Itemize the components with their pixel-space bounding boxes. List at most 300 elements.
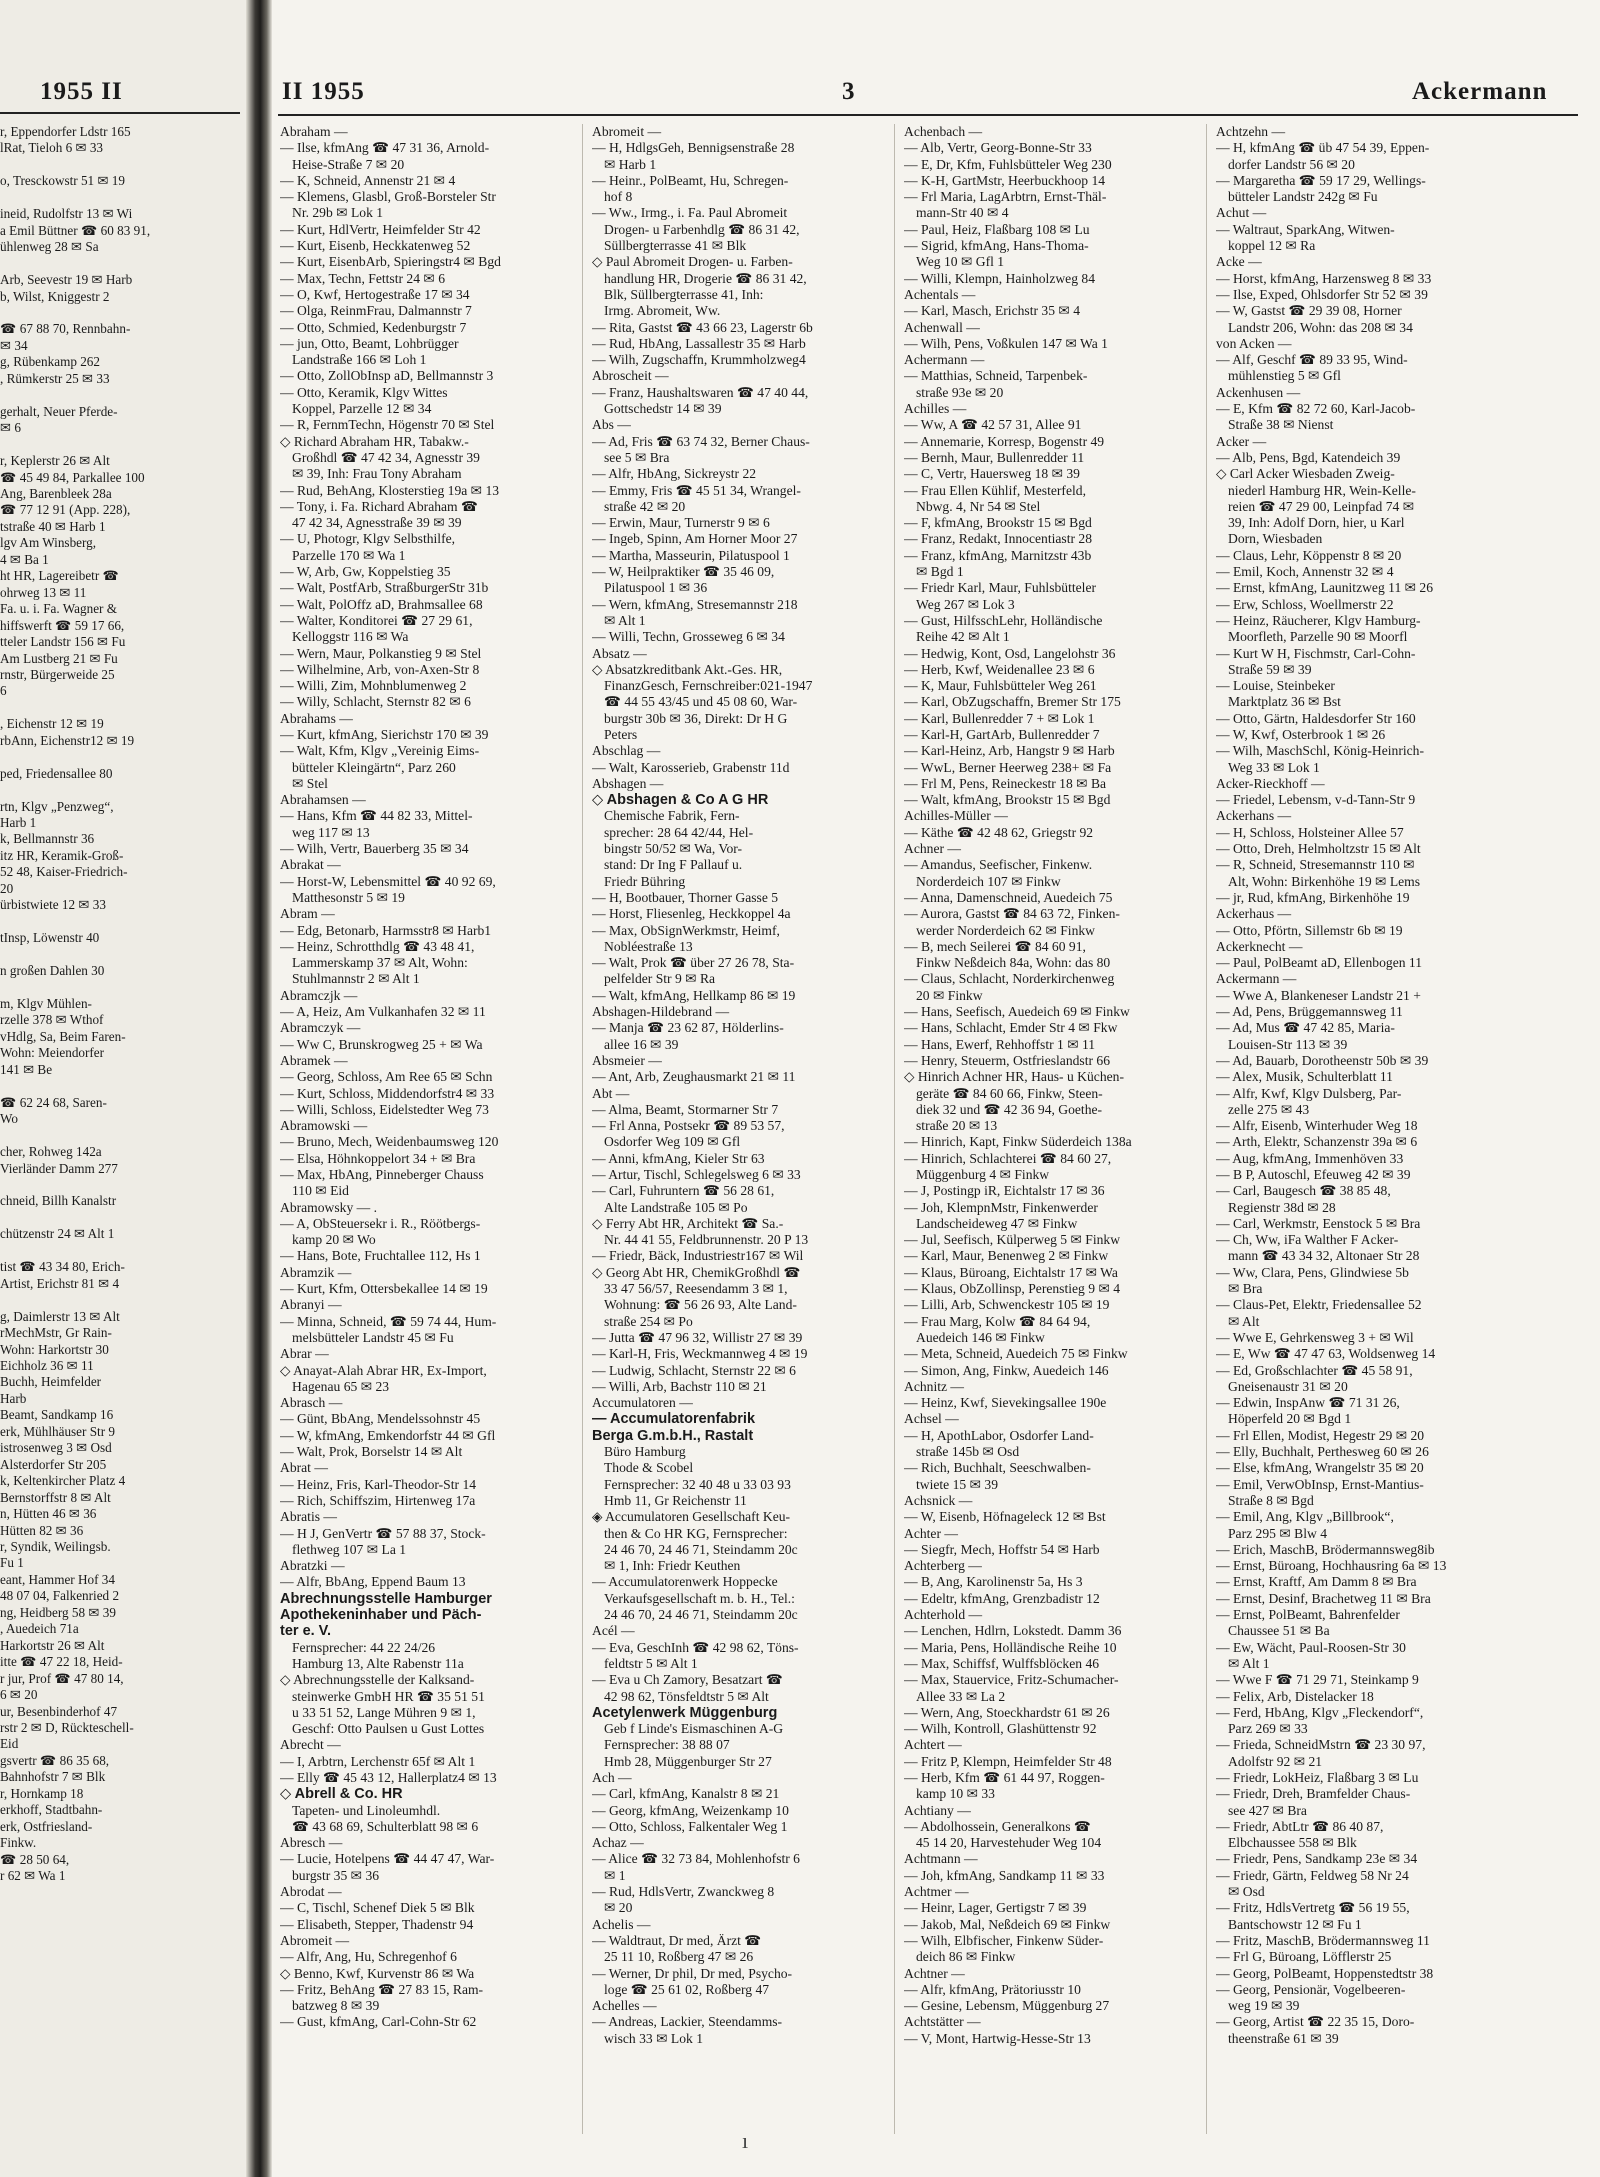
directory-entry-line: — Otto, Dreh, Helmholtzstr 15 ✉ Alt xyxy=(1216,841,1421,857)
left-page-line: ☎ 62 24 68, Saren- xyxy=(0,1094,107,1110)
directory-entry-line: — Emmy, Fris ☎ 45 51 34, Wrangel- xyxy=(592,482,801,498)
left-page-line: 141 ✉ Be xyxy=(0,1061,53,1077)
directory-entry-line: kamp 20 ✉ Wo xyxy=(292,1232,376,1248)
directory-entry-line: Höperfeld 20 ✉ Bgd 1 xyxy=(1228,1411,1352,1427)
directory-entry-line: — Wwe E, Gehrkensweg 3 + ✉ Wil xyxy=(1216,1329,1414,1345)
directory-entry-line: ✉ 39, Inh: Frau Tony Abraham xyxy=(292,466,462,482)
left-page-line: ineid, Rudolfstr 13 ✉ Wi xyxy=(0,206,133,222)
directory-entry-line: — K, Maur, Fuhlsbütteler Weg 261 xyxy=(904,678,1097,694)
directory-entry-line: — Wilh, Elbfischer, Finkenw Süder- xyxy=(904,1932,1104,1948)
left-page-line: vHdlg, Sa, Beim Faren- xyxy=(0,1028,126,1044)
directory-entry-line: — Claus, Lehr, Köppenstr 8 ✉ 20 xyxy=(1216,547,1402,563)
directory-entry-line: — Alf, Geschf ☎ 89 33 95, Wind- xyxy=(1216,352,1408,368)
directory-entry-line: Acke — xyxy=(1216,254,1262,270)
left-page-line: ürbistwiete 12 ✉ 33 xyxy=(0,897,106,913)
directory-entry-line: Achsel — xyxy=(904,1411,959,1427)
left-page-line: Bahnhofstr 7 ✉ Blk xyxy=(0,1769,106,1785)
directory-entry-line: weg 117 ✉ 13 xyxy=(292,824,370,840)
left-page-line: g, Daimlerstr 13 ✉ Alt xyxy=(0,1308,120,1324)
left-page-line: itz HR, Keramik-Groß- xyxy=(0,847,124,863)
directory-entry-line: Gottschedstr 14 ✉ 39 xyxy=(604,401,722,417)
directory-entry-line: Geschf: Otto Paulsen u Gust Lottes xyxy=(292,1721,485,1737)
directory-entry-line: Achter — xyxy=(904,1525,958,1541)
left-page-line: n, Hütten 46 ✉ 36 xyxy=(0,1506,97,1522)
left-page-line: Hütten 82 ✉ 36 xyxy=(0,1522,84,1538)
directory-entry-line: Achenbach — xyxy=(904,124,983,139)
directory-entry-line: ◇ Abrell & Co. HR xyxy=(280,1786,403,1803)
directory-entry-line: — Otto, Gärtn, Haldesdorfer Str 160 xyxy=(1216,710,1416,726)
directory-entry-line: — Hinrich, Kapt, Finkw Süderdeich 138a xyxy=(904,1134,1132,1150)
left-page-line: Arb, Seevestr 19 ✉ Harb xyxy=(0,272,133,288)
directory-entry-line: — Otto, Schmied, Kedenburgstr 7 xyxy=(280,319,467,335)
directory-entry-line: — Friedr, Pens, Sandkamp 23e ✉ 34 xyxy=(1216,1851,1418,1867)
left-page-line: Artist, Erichstr 81 ✉ 4 xyxy=(0,1275,120,1291)
directory-entry-line: — Ernst, PolBeamt, Bahrenfelder xyxy=(1216,1607,1400,1623)
directory-entry-line: Landscheideweg 47 ✉ Finkw xyxy=(916,1215,1078,1231)
directory-entry-line: — Friedr, Gärtn, Feldweg 58 Nr 24 xyxy=(1216,1867,1409,1883)
directory-entry-line: ✉ 1 xyxy=(604,1867,626,1883)
directory-entry-line: — Max, ObSignWerkmstr, Heimf, xyxy=(592,922,780,938)
left-page-line: Beamt, Sandkamp 16 xyxy=(0,1407,114,1423)
directory-entry-line: — Alma, Beamt, Stormarner Str 7 xyxy=(592,1101,779,1117)
directory-entry-line: burgstr 30b ✉ 36, Direkt: Dr H G xyxy=(604,710,788,726)
left-page-line: rtn, Klgv „Penzweg“, xyxy=(0,798,114,814)
directory-column-3 xyxy=(904,124,1196,2144)
directory-entry-line: — Walt, Karosserieb, Grabenstr 11d xyxy=(592,759,790,775)
directory-entry-line: Abratzki — xyxy=(280,1558,345,1574)
directory-entry-line: Achenwall — xyxy=(904,319,980,335)
directory-entry-line: — E, Ww ☎ 47 47 63, Woldsenweg 14 xyxy=(1216,1346,1436,1362)
directory-entry-line: — W, Kwf, Osterbrook 1 ✉ 26 xyxy=(1216,726,1386,742)
directory-entry-line: straße 42 ✉ 20 xyxy=(604,498,686,514)
directory-entry-line: Marktplatz 36 ✉ Bst xyxy=(1228,694,1341,710)
directory-entry-line: 20 ✉ Finkw xyxy=(916,987,983,1003)
directory-entry-line: Fernsprecher: 44 22 24/26 xyxy=(292,1639,436,1655)
directory-entry-line: — Manja ☎ 23 62 87, Hölderlins- xyxy=(592,1020,784,1036)
left-page-line: tteler Landstr 156 ✉ Fu xyxy=(0,634,126,650)
directory-entry-line: — Claus-Pet, Elektr, Friedensallee 52 xyxy=(1216,1297,1422,1313)
directory-entry-line: — H, HdlgsGeh, Bennigsenstraße 28 xyxy=(592,140,795,156)
directory-entry-line: feldtstr 5 ✉ Alt 1 xyxy=(604,1655,698,1671)
left-page-line: Vierländer Damm 277 xyxy=(0,1160,118,1176)
left-page-line: Harb 1 xyxy=(0,815,37,831)
directory-entry-line: — Franz, Haushaltswaren ☎ 47 40 44, xyxy=(592,384,809,400)
directory-entry-line: — Otto, Keramik, Klgv Wittes xyxy=(280,384,448,400)
directory-entry-line: Weg 10 ✉ Gfl 1 xyxy=(916,254,1005,270)
directory-entry-line: — Karl-H, GartArb, Bullenredder 7 xyxy=(904,726,1100,742)
page-mark: ı xyxy=(742,2128,749,2153)
directory-entry-line: Nr. 44 41 55, Feldbrunnenstr. 20 P 13 xyxy=(604,1232,809,1248)
directory-entry-line: — Ingeb, Spinn, Am Horner Moor 27 xyxy=(592,531,798,547)
directory-entry-line: hof 8 xyxy=(604,189,633,205)
left-page-line: Eichholz 36 ✉ 11 xyxy=(0,1357,94,1373)
directory-entry-line: u 33 51 52, Lange Mühren 9 ✉ 1, xyxy=(292,1704,476,1720)
directory-entry-line: mühlenstieg 5 ✉ Gfl xyxy=(1228,368,1341,384)
directory-entry-line: — Wilhelmine, Arb, von-Axen-Str 8 xyxy=(280,661,480,677)
directory-entry-line: — Joh, KlempnMstr, Finkenwerder xyxy=(904,1199,1098,1215)
directory-entry-line: Louisen-Str 113 ✉ 39 xyxy=(1228,1036,1348,1052)
directory-entry-line: — Else, kfmAng, Wrangelstr 35 ✉ 20 xyxy=(1216,1460,1424,1476)
directory-entry-line: — Karl-Heinz, Arb, Hangstr 9 ✉ Harb xyxy=(904,743,1115,759)
directory-entry-line: — Wern, Ang, Stoeckhardstr 61 ✉ 26 xyxy=(904,1704,1110,1720)
left-page-line xyxy=(0,980,240,996)
left-page-line: cher, Rohweg 142a xyxy=(0,1144,102,1160)
left-page-line: rstr 2 ✉ D, Rückteschell- xyxy=(0,1719,134,1735)
directory-entry-line: Verkaufsgesellschaft m. b. H., Tel.: xyxy=(604,1590,795,1606)
left-page-line xyxy=(0,157,240,173)
left-page-line xyxy=(0,1128,240,1144)
left-page-line: lRat, Tieloh 6 ✉ 33 xyxy=(0,140,104,156)
directory-entry-line: — Ilse, Exped, Ohlsdorfer Str 52 ✉ 39 xyxy=(1216,286,1428,302)
directory-entry-line: Achtzehn — xyxy=(1216,124,1286,139)
directory-entry-line: — C, Tischl, Schenef Diek 5 ✉ Blk xyxy=(280,1900,475,1916)
left-page-line: r, Syndik, Weilingsb. xyxy=(0,1538,111,1554)
directory-entry-line: — Anni, kfmAng, Kieler Str 63 xyxy=(592,1150,765,1166)
directory-entry-line: — Edwin, InspAnw ☎ 71 31 26, xyxy=(1216,1395,1400,1411)
directory-entry-line: — Friedel, Lebensm, v-d-Tann-Str 9 xyxy=(1216,792,1416,808)
directory-entry-line: — Andreas, Lackier, Steendamms- xyxy=(592,2014,783,2030)
directory-entry-line: ✉ Harb 1 xyxy=(604,156,657,172)
directory-entry-line: — Elly, Buchhalt, Perthesweg 60 ✉ 26 xyxy=(1216,1444,1429,1460)
directory-entry-line: — E, Kfm ☎ 82 72 60, Karl-Jacob- xyxy=(1216,401,1416,417)
directory-entry-line: — Accumulatorenwerk Hoppecke xyxy=(592,1574,778,1590)
left-page xyxy=(0,0,246,2177)
directory-entry-line: — W, kfmAng, Emkendorfstr 44 ✉ Gfl xyxy=(280,1427,496,1443)
left-page-header: 1955 II xyxy=(40,78,123,105)
directory-entry-line: — Georg, Pensionär, Vogelbeeren- xyxy=(1216,1981,1406,1997)
directory-entry-line: 45 14 20, Harvestehuder Weg 104 xyxy=(916,1835,1102,1851)
directory-entry-line: wisch 33 ✉ Lok 1 xyxy=(604,2030,703,2046)
directory-entry-line: Koppel, Parzelle 12 ✉ 34 xyxy=(292,401,432,417)
directory-entry-line: — J, Postingp iR, Eichtalstr 17 ✉ 36 xyxy=(904,1183,1105,1199)
left-page-line xyxy=(0,437,240,453)
directory-entry-line: von Acken — xyxy=(1216,335,1292,351)
directory-entry-line: Achtiany — xyxy=(904,1802,971,1818)
directory-entry-line: 42 98 62, Tönsfeldtstr 5 ✉ Alt xyxy=(604,1688,769,1704)
directory-entry-line: — Lenchen, Hdlrn, Lokstedt. Damm 36 xyxy=(904,1623,1122,1639)
left-page-line: r, Hornkamp 18 xyxy=(0,1785,84,1801)
directory-entry-line: see 427 ✉ Bra xyxy=(1228,1802,1307,1818)
directory-entry-line: — Wwe F ☎ 71 29 71, Steinkamp 9 xyxy=(1216,1672,1419,1688)
left-page-line xyxy=(0,947,240,963)
directory-entry-line: — Jakob, Mal, Neßdeich 69 ✉ Finkw xyxy=(904,1916,1111,1932)
directory-entry-line: Abrodat — xyxy=(280,1884,342,1900)
directory-column-2 xyxy=(592,124,884,2144)
directory-entry-line: — Karl, ObZugschaffn, Bremer Str 175 xyxy=(904,694,1121,710)
directory-entry-line: straße 93e ✉ 20 xyxy=(916,384,1004,400)
directory-entry-line: Ackerknecht — xyxy=(1216,938,1303,954)
directory-entry-line: Achelles — xyxy=(592,1998,657,2014)
directory-entry-line: — W, Arb, Gw, Koppelstieg 35 xyxy=(280,564,451,580)
left-page-line: , Auedeich 71a xyxy=(0,1621,79,1637)
directory-entry-line: — Herb, Kfm ☎ 61 44 97, Roggen- xyxy=(904,1769,1105,1785)
directory-entry-line: Abraham — xyxy=(280,124,348,139)
directory-entry-line: — Franz, kfmAng, Marnitzstr 43b xyxy=(904,547,1092,563)
directory-entry-line: — Elsa, Höhnkoppelort 34 + ✉ Bra xyxy=(280,1150,476,1166)
directory-entry-line: ✉ Bra xyxy=(1228,1281,1263,1297)
directory-entry-line: Abromeit — xyxy=(280,1932,350,1948)
left-page-line: Ang, Barenbleek 28a xyxy=(0,485,112,501)
directory-entry-line: — Erich, MaschB, Brödermannsweg8ib xyxy=(1216,1541,1435,1557)
left-page-line: Buchh, Heimfelder xyxy=(0,1374,102,1390)
directory-entry-line: Fernsprecher: 38 88 07 xyxy=(604,1737,730,1753)
directory-entry-line: reien ☎ 47 29 00, Leinpfad 74 ✉ xyxy=(1228,498,1415,514)
directory-entry-line: handlung HR, Drogerie ☎ 86 31 42, xyxy=(604,270,807,286)
directory-entry-line: — Fritz, HdlsVertretg ☎ 56 19 55, xyxy=(1216,1900,1410,1916)
directory-entry-line: Achentals — xyxy=(904,286,976,302)
directory-entry-line: niederl Hamburg HR, Wein-Kelle- xyxy=(1228,482,1416,498)
directory-entry-line: Nbwg. 4, Nr 54 ✉ Stel xyxy=(916,498,1041,514)
directory-entry-line: — Kurt, EisenbArb, Spieringstr4 ✉ Bgd xyxy=(280,254,501,270)
directory-entry-line: Straße 38 ✉ Nienst xyxy=(1228,417,1334,433)
left-page-line xyxy=(0,256,240,272)
left-page-line: ✉ 34 xyxy=(0,337,28,353)
directory-entry-line: steinwerke GmbH HR ☎ 35 51 51 xyxy=(292,1688,485,1704)
directory-entry-line: batzweg 8 ✉ 39 xyxy=(292,1998,380,2014)
directory-entry-line: ◇ Absatzkreditbank Akt.-Ges. HR, xyxy=(592,661,783,677)
directory-entry-line: — Ilse, kfmAng ☎ 47 31 36, Arnold- xyxy=(280,140,490,156)
directory-column-1 xyxy=(280,124,572,2144)
directory-entry-line: ✉ 1, Inh: Friedr Keuthen xyxy=(604,1558,741,1574)
directory-entry-line: — Fritz, MaschB, Brödermannsweg 11 xyxy=(1216,1932,1430,1948)
directory-entry-line: — Alfr, BbAng, Eppend Baum 13 xyxy=(280,1574,466,1590)
left-page-line: hiffswerft ☎ 59 17 66, xyxy=(0,617,125,633)
directory-entry-line: — Sigrid, kfmAng, Hans-Thoma- xyxy=(904,238,1089,254)
directory-entry-line: — Edeltr, kfmAng, Grenzbadistr 12 xyxy=(904,1590,1100,1606)
directory-entry-line: — I, Arbtrn, Lerchenstr 65f ✉ Alt 1 xyxy=(280,1753,476,1769)
left-page-line: erk, Ostfriesland- xyxy=(0,1818,93,1834)
directory-entry-line: — Klaus, Büroang, Eichtalstr 17 ✉ Wa xyxy=(904,1264,1118,1280)
directory-entry-line: Achut — xyxy=(1216,205,1267,221)
left-page-line: Harb xyxy=(0,1390,27,1406)
left-page-line: r 62 ✉ Wa 1 xyxy=(0,1868,66,1884)
directory-entry-line: — A, Heiz, Am Vulkanhafen 32 ✉ 11 xyxy=(280,1004,486,1020)
directory-entry-line: — B, Ang, Karolinenstr 5a, Hs 3 xyxy=(904,1574,1083,1590)
directory-entry-line: — Ant, Arb, Zeughausmarkt 21 ✉ 11 xyxy=(592,1069,796,1085)
directory-entry-line: ◇ Carl Acker Wiesbaden Zweig- xyxy=(1216,466,1395,482)
directory-entry-line: — Emil, VerwObInsp, Ernst-Mantius- xyxy=(1216,1476,1424,1492)
directory-entry-line: — Alb, Vertr, Georg-Bonne-Str 33 xyxy=(904,140,1092,156)
left-page-line: ht HR, Lagereibetr ☎ xyxy=(0,568,119,584)
left-page-line xyxy=(0,782,240,798)
directory-entry-line: — Eva, GeschInh ☎ 42 98 62, Töns- xyxy=(592,1639,799,1655)
directory-entry-line: Landstraße 166 ✉ Loh 1 xyxy=(292,352,427,368)
directory-entry-line: mann ☎ 43 34 32, Altonaer Str 28 xyxy=(1228,1248,1420,1264)
left-page-line: chützenstr 24 ✉ Alt 1 xyxy=(0,1226,115,1242)
left-page-line: g, Rübenkamp 262 xyxy=(0,354,100,370)
directory-entry-line: — Annemarie, Korresp, Bogenstr 49 xyxy=(904,433,1105,449)
directory-entry-line: ◇ Paul Abromeit Drogen- u. Farben- xyxy=(592,254,793,270)
directory-entry-line: — Max, Schiffsf, Wulffsblöcken 46 xyxy=(904,1655,1100,1671)
directory-entry-line: — Ww, A ☎ 42 57 31, Allee 91 xyxy=(904,417,1082,433)
directory-entry-line: — Aurora, Gastst ☎ 84 63 72, Finken- xyxy=(904,906,1120,922)
directory-entry-line: — Frieda, SchneidMstrn ☎ 23 30 97, xyxy=(1216,1737,1426,1753)
left-page-line xyxy=(0,387,240,403)
directory-entry-line: — Alb, Pens, Bgd, Katendeich 39 xyxy=(1216,449,1401,465)
directory-entry-line: Achnitz — xyxy=(904,1378,965,1394)
directory-entry-line: — Klaus, ObZollinsp, Perenstieg 9 ✉ 4 xyxy=(904,1281,1121,1297)
directory-entry-line: Ach — xyxy=(592,1769,632,1785)
directory-entry-line: werder Norderdeich 62 ✉ Finkw xyxy=(916,922,1095,938)
directory-entry-line: — Bernh, Maur, Bullenredder 11 xyxy=(904,449,1085,465)
directory-entry-line: — Hans, Kfm ☎ 44 82 33, Mittel- xyxy=(280,808,473,824)
directory-entry-line: — Fritz, BehAng ☎ 27 83 15, Ram- xyxy=(280,1981,484,1997)
directory-entry-line: — Elisabeth, Stepper, Thadenstr 94 xyxy=(280,1916,474,1932)
left-page-line: gsvertr ☎ 86 35 68, xyxy=(0,1752,110,1768)
directory-entry-line: — Walt, Prok ☎ über 27 26 78, Sta- xyxy=(592,955,795,971)
directory-entry-line: — Klemens, Glasbl, Groß-Borsteler Str xyxy=(280,189,496,205)
directory-entry-line: 33 47 56/57, Reesendamm 3 ✉ 1, xyxy=(604,1281,788,1297)
directory-entry-line: — Karl, Maur, Benenweg 2 ✉ Finkw xyxy=(904,1248,1109,1264)
directory-entry-line: — Walt, PolOffz aD, Brahmsallee 68 xyxy=(280,596,483,612)
directory-entry-line: — Ferd, HbAng, Klgv „Fleckendorf“, xyxy=(1216,1704,1424,1720)
directory-entry-line: — Heinz, Fris, Karl-Theodor-Str 14 xyxy=(280,1476,477,1492)
directory-entry-line: Achaz — xyxy=(592,1835,644,1851)
directory-entry-line: — Ad, Mus ☎ 47 42 85, Maria- xyxy=(1216,1020,1395,1036)
directory-entry-line: — Carl, Baugesch ☎ 38 85 48, xyxy=(1216,1183,1391,1199)
left-page-line: gerhalt, Neuer Pferde- xyxy=(0,403,118,419)
directory-entry-line: — Otto, Schloss, Falkentaler Weg 1 xyxy=(592,1818,788,1834)
directory-entry-line: Hmb 11, Gr Reichenstr 11 xyxy=(604,1492,747,1508)
column-divider xyxy=(1206,124,1207,2134)
directory-entry-line: 24 46 70, 24 46 71, Steindamm 20c xyxy=(604,1607,798,1623)
directory-entry-line: — Rich, Schiffszim, Hirtenweg 17a xyxy=(280,1492,476,1508)
left-page-line: istrosenweg 3 ✉ Osd xyxy=(0,1440,112,1456)
directory-entry-line: — Matthias, Schneid, Tarpenbek- xyxy=(904,368,1088,384)
left-page-line: Wohn: Meiendorfer xyxy=(0,1045,105,1061)
directory-entry-line: — Tony, i. Fa. Richard Abraham ☎ xyxy=(280,498,478,514)
directory-entry-line: ✉ Osd xyxy=(1228,1884,1265,1900)
directory-entry-line: — W, Heilpraktiker ☎ 35 46 09, xyxy=(592,564,775,580)
directory-entry-line: Abresch — xyxy=(280,1835,343,1851)
directory-entry-line: Acker — xyxy=(1216,433,1267,449)
directory-entry-line: — Ernst, Büroang, Hochhausring 6a ✉ 13 xyxy=(1216,1558,1447,1574)
directory-entry-line: Chemische Fabrik, Fern- xyxy=(604,808,740,824)
left-page-line: r, Keplerstr 26 ✉ Alt xyxy=(0,453,110,469)
column-divider xyxy=(582,124,583,2134)
left-page-line: k, Keltenkircher Platz 4 xyxy=(0,1473,126,1489)
directory-entry-line: — Wilh, Zugschaffn, Krummholzweg4 xyxy=(592,352,806,368)
directory-entry-line: Nobléestraße 13 xyxy=(604,938,693,954)
directory-entry-line: Achelis — xyxy=(592,1916,651,1932)
directory-entry-line: — Erwin, Maur, Turnerstr 9 ✉ 6 xyxy=(592,515,770,531)
left-page-line xyxy=(0,1210,240,1226)
directory-entry-line: — Georg, PolBeamt, Hoppenstedtstr 38 xyxy=(1216,1965,1434,1981)
directory-entry-line: flethweg 107 ✉ La 1 xyxy=(292,1541,407,1557)
directory-entry-line: Abramzik — xyxy=(280,1264,352,1280)
directory-entry-line: — Willi, Zim, Mohnblumenweg 2 xyxy=(280,678,467,694)
directory-entry-line: Parz 295 ✉ Blw 4 xyxy=(1228,1525,1327,1541)
directory-entry-line: — Emil, Koch, Annenstr 32 ✉ 4 xyxy=(1216,564,1394,580)
directory-entry-line: — Jul, Seefisch, Külperweg 5 ✉ Finkw xyxy=(904,1232,1121,1248)
directory-entry-line: see 5 ✉ Bra xyxy=(604,449,670,465)
left-page-line xyxy=(0,1292,240,1308)
directory-entry-line: — Amandus, Seefischer, Finkenw. xyxy=(904,857,1093,873)
directory-entry-line: — Friedr Karl, Maur, Fuhlsbütteler xyxy=(904,580,1096,596)
directory-entry-line: — Maria, Pens, Holländische Reihe 10 xyxy=(904,1639,1117,1655)
directory-entry-line: loge ☎ 25 61 02, Roßberg 47 xyxy=(604,1981,770,1997)
directory-entry-line: ◇ Benno, Kwf, Kurvenstr 86 ✉ Wa xyxy=(280,1965,475,1981)
directory-entry-line: — Olga, ReinmFrau, Dalmannstr 7 xyxy=(280,303,472,319)
directory-entry-line: Straße 59 ✉ 39 xyxy=(1228,661,1312,677)
directory-entry-line: — Walt, PostfArb, StraßburgerStr 31b xyxy=(280,580,489,596)
directory-entry-line: — Frl Maria, LagArbtrn, Ernst-Thäl- xyxy=(904,189,1107,205)
directory-entry-line: — Gesine, Lebensm, Müggenburg 27 xyxy=(904,1998,1110,2014)
directory-entry-line: Achtmer — xyxy=(904,1884,969,1900)
directory-entry-line: — Alfr, Eisenb, Winterhuder Weg 18 xyxy=(1216,1118,1418,1134)
directory-entry-line: Reihe 42 ✉ Alt 1 xyxy=(916,629,1010,645)
directory-entry-line: — Alice ☎ 32 73 84, Mohlenhofstr 6 xyxy=(592,1851,800,1867)
directory-entry-line: Abrar — xyxy=(280,1346,329,1362)
directory-entry-line: Abrakat — xyxy=(280,857,341,873)
directory-entry-line: — Willy, Schlacht, Sternstr 82 ✉ 6 xyxy=(280,694,471,710)
directory-entry-line: Ackerhaus — xyxy=(1216,906,1292,922)
directory-entry-line: FinanzGesch, Fernschreiber:021-1947 xyxy=(604,678,813,694)
left-page-line: ühlenweg 28 ✉ Sa xyxy=(0,239,99,255)
directory-entry-line: — Heinr, Lager, Gertigstr 7 ✉ 39 xyxy=(904,1900,1087,1916)
directory-entry-line: — Walter, Konditorei ☎ 27 29 61, xyxy=(280,612,473,628)
directory-entry-line: — H, Bootbauer, Thorner Gasse 5 xyxy=(592,889,779,905)
directory-entry-line: burgstr 35 ✉ 36 xyxy=(292,1867,380,1883)
left-page-line: n großen Dahlen 30 xyxy=(0,963,105,979)
left-page-line: rMechMstr, Gr Rain- xyxy=(0,1325,112,1341)
directory-entry-line: — Ww., Irmg., i. Fa. Paul Abromeit xyxy=(592,205,788,221)
left-page-line: ☎ 28 50 64, xyxy=(0,1851,70,1867)
directory-entry-line: ☎ 43 68 69, Schulterblatt 98 ✉ 6 xyxy=(292,1818,479,1834)
directory-entry-line: — Frau Marg, Kolw ☎ 84 64 94, xyxy=(904,1313,1091,1329)
directory-entry-line: Abrahamsen — xyxy=(280,792,366,808)
directory-entry-line: ✉ Stel xyxy=(292,775,328,791)
directory-entry-line: Friedr Bühring xyxy=(604,873,686,889)
header-left: II 1955 xyxy=(282,78,365,105)
directory-entry-line: straße 145b ✉ Osd xyxy=(916,1444,1020,1460)
directory-entry-line: Pilatuspool 1 ✉ 36 xyxy=(604,580,708,596)
left-page-line: Fa. u. i. Fa. Wagner & xyxy=(0,601,117,617)
directory-entry-line: — jun, Otto, Beamt, Lohbrügger xyxy=(280,335,459,351)
directory-entry-line: — Heinz, Räucherer, Klgv Hamburg- xyxy=(1216,612,1421,628)
right-page xyxy=(272,0,1600,2177)
directory-entry-line: Acetylenwerk Müggenburg xyxy=(592,1704,778,1721)
directory-entry-line: — Emil, Ang, Klgv „Billbrook“, xyxy=(1216,1509,1394,1525)
left-page-line: 6 xyxy=(0,683,7,699)
header-rule xyxy=(278,114,1578,116)
directory-entry-line: Bantschowstr 12 ✉ Fu 1 xyxy=(1228,1916,1362,1932)
left-page-line: ng, Heidberg 58 ✉ 39 xyxy=(0,1604,116,1620)
directory-entry-line: melsbütteler Landstr 45 ✉ Fu xyxy=(292,1329,454,1345)
directory-entry-line: Lammerskamp 37 ✉ Alt, Wohn: xyxy=(292,955,468,971)
directory-entry-line: ◇ Abrechnungsstelle der Kalksand- xyxy=(280,1672,475,1688)
left-page-line: 52 48, Kaiser-Friedrich- xyxy=(0,864,128,880)
directory-entry-line: pelfelder Str 9 ✉ Ra xyxy=(604,971,716,987)
directory-entry-line: — Lilli, Arb, Schwenckestr 105 ✉ 19 xyxy=(904,1297,1110,1313)
directory-entry-line: — Waltraut, SparkAng, Witwen- xyxy=(1216,221,1395,237)
directory-entry-line: — Willi, Schloss, Eidelstedter Weg 73 xyxy=(280,1101,489,1117)
directory-entry-line: ✉ Alt 1 xyxy=(604,612,646,628)
directory-entry-line: — Werner, Dr phil, Dr med, Psycho- xyxy=(592,1965,793,1981)
directory-entry-line: — Horst, kfmAng, Harzensweg 8 ✉ 33 xyxy=(1216,270,1432,286)
left-page-line: , Rümkerstr 25 ✉ 33 xyxy=(0,370,110,386)
directory-entry-line: Abs — xyxy=(592,417,631,433)
directory-entry-line: — R, FernmTechn, Högenstr 70 ✉ Stel xyxy=(280,417,495,433)
directory-entry-line: Abramowsky — . xyxy=(280,1199,378,1215)
directory-entry-line: — H, kfmAng ☎ üb 47 54 39, Eppen- xyxy=(1216,140,1430,156)
directory-entry-line: — Herb, Kwf, Weidenallee 23 ✉ 6 xyxy=(904,661,1095,677)
directory-entry-line: — Käthe ☎ 42 48 62, Griegstr 92 xyxy=(904,824,1094,840)
directory-entry-line: Abramowski — xyxy=(280,1118,368,1134)
directory-entry-line: — Friedr, Dreh, Bramfelder Chaus- xyxy=(1216,1786,1411,1802)
directory-entry-line: — WwL, Berner Heerweg 238+ ✉ Fa xyxy=(904,759,1112,775)
directory-entry-line: — K-H, GartMstr, Heerbuckhoop 14 xyxy=(904,172,1106,188)
